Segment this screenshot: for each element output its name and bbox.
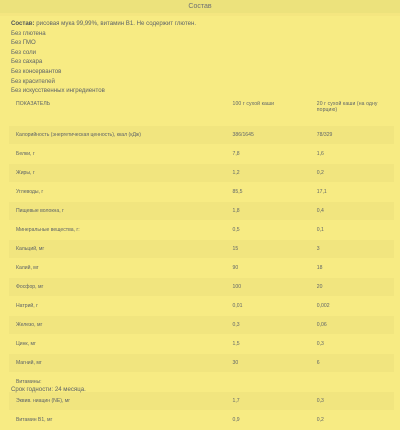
row-value-20g: 0,002 — [316, 302, 330, 309]
row-value-100g: 100 — [226, 278, 310, 296]
feature-list — [11, 29, 389, 96]
row-indicator: Углеводы, г — [16, 188, 44, 195]
feature-item: Без искусственных ингредиентов — [11, 87, 105, 95]
feature-item: Без красителей — [11, 77, 55, 85]
row-indicator: Белки, г — [16, 150, 35, 157]
section-header — [0, 0, 400, 13]
row-value-100g: 0,9 — [232, 416, 240, 423]
row-value-20g: 0,1 — [316, 226, 324, 233]
row-value-100g: 1,5 — [232, 340, 240, 347]
feature-item: Без сахара — [11, 58, 43, 66]
row-value-100g: 15 — [226, 240, 310, 258]
table-row — [9, 126, 394, 144]
table-row — [9, 335, 394, 353]
table-row — [9, 392, 394, 410]
feature-item: Без глютена — [11, 29, 46, 37]
composition-text: рисовая мука 99,99%, витамин В1. Не содержит глютен. — [34, 20, 197, 27]
table-row — [9, 411, 394, 429]
table-row — [9, 240, 394, 258]
row-value-100g — [226, 373, 310, 391]
row-indicator: Кальций, мг — [9, 240, 226, 258]
row-value-100g: 0,3 — [226, 316, 310, 334]
table-row — [9, 183, 394, 201]
column-header-100g: 100 г сухой каши — [232, 100, 275, 107]
row-indicator: Витамины: — [16, 378, 42, 385]
feature-item: Без консервантов — [11, 67, 62, 75]
row-value-100g: 85,5 — [232, 188, 243, 195]
row-value-20g — [310, 373, 394, 391]
composition-line — [11, 19, 389, 29]
composition-label: Состав: — [11, 20, 35, 27]
table-row — [9, 259, 394, 277]
row-indicator: Железо, мг — [9, 316, 226, 334]
row-value-20g: 0,2 — [310, 164, 394, 182]
feature-item: Без соли — [11, 48, 37, 56]
row-value-20g: 1,6 — [316, 150, 324, 157]
row-indicator: Эквив. ниацин (NE), мг — [9, 392, 226, 410]
row-value-20g: 0,3 — [310, 392, 394, 410]
row-indicator: Фосфор, мг — [9, 278, 226, 296]
row-value-100g: 90 — [232, 264, 239, 271]
row-value-100g: 0,5 — [232, 226, 240, 233]
row-value-20g: 17,1 — [316, 188, 327, 195]
column-header-indicator: ПОКАЗАТЕЛЬ — [16, 100, 51, 107]
nutrition-table — [9, 100, 394, 430]
section-title: Состав — [188, 3, 212, 10]
column-header-20g: 20 г сухой каши (на одну порцию) — [316, 100, 378, 113]
row-value-100g: 1,2 — [226, 164, 310, 182]
table-row — [9, 145, 394, 163]
row-value-20g: 3 — [310, 240, 394, 258]
composition-content — [0, 16, 400, 430]
row-indicator: Калорийность (энергетическая ценность), ккал (кДж) — [9, 126, 226, 144]
table-row — [9, 278, 394, 296]
row-value-100g: 1,8 — [226, 202, 310, 220]
row-indicator: Жиры, г — [9, 164, 226, 182]
row-value-20g: 6 — [310, 354, 394, 372]
shelf-life: Срок годности: 24 месяца. — [11, 386, 86, 393]
row-value-20g: 0,06 — [310, 316, 394, 334]
row-indicator: Пищевые волокна, г — [9, 202, 226, 220]
row-value-20g: 18 — [316, 264, 323, 271]
row-value-100g: 7,8 — [232, 150, 240, 157]
table-row — [9, 202, 394, 220]
table-row — [9, 316, 394, 334]
table-row — [9, 221, 394, 239]
row-indicator: Натрий, г — [16, 302, 38, 309]
row-value-100g: 30 — [226, 354, 310, 372]
row-value-20g: 0,3 — [316, 340, 324, 347]
row-value-20g: 20 — [310, 278, 394, 296]
table-row — [9, 354, 394, 372]
row-indicator: Магний, мг — [9, 354, 226, 372]
table-row — [9, 297, 394, 315]
table-row — [9, 164, 394, 182]
row-indicator: Калий, мг — [16, 264, 39, 271]
feature-item: Без ГМО — [11, 39, 36, 47]
row-value-100g: 0,01 — [232, 302, 243, 309]
row-value-100g: 386/1645 — [226, 126, 310, 144]
row-value-20g: 78/329 — [310, 126, 394, 144]
row-indicator: Минеральные вещества, г: — [16, 226, 80, 233]
row-value-20g: 0,2 — [316, 416, 324, 423]
row-indicator: Витамин В1, мг — [16, 416, 53, 423]
nutrition-table-body — [9, 126, 394, 429]
table-header-row — [9, 101, 394, 125]
row-value-100g: 1,7 — [226, 392, 310, 410]
row-value-20g: 0,4 — [310, 202, 394, 220]
row-indicator: Цинк, мг — [16, 340, 36, 347]
